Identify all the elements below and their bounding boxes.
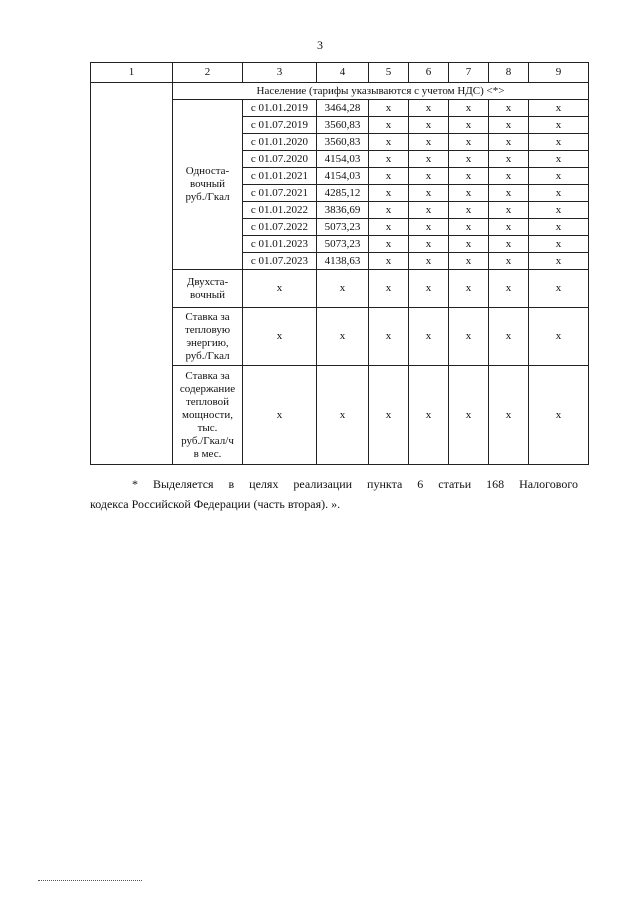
tariff-value-cell: 3560,83 [317,117,369,134]
period-cell: с 01.07.2020 [243,151,317,168]
x-cell: х [489,219,529,236]
page-number: 3 [317,38,323,52]
x-cell: х [369,219,409,236]
x-cell: х [409,134,449,151]
footnote-line-1: * Выделяется в целях реализации пункта 6 статьи 168 Налогового [132,477,578,491]
x-cell: х [489,366,529,465]
x-cell: х [409,100,449,117]
tariff-value-cell: 3464,28 [317,100,369,117]
period-cell: с 01.07.2019 [243,117,317,134]
x-cell: х [489,202,529,219]
x-cell: х [489,100,529,117]
x-cell: х [449,366,489,465]
x-cell: х [409,151,449,168]
x-cell: х [409,270,449,308]
x-cell: х [449,219,489,236]
empty-first-column [91,83,173,465]
x-cell: х [489,168,529,185]
x-cell: х [489,236,529,253]
x-cell: х [409,219,449,236]
x-cell: х [449,117,489,134]
tariff-value-cell: 4285,12 [317,185,369,202]
dotted-line [38,880,142,881]
x-cell: х [369,168,409,185]
x-cell: х [449,100,489,117]
period-cell: с 01.01.2019 [243,100,317,117]
single-rate-label: Односта- вочный руб./Гкал [173,100,243,270]
x-cell: х [449,308,489,366]
x-cell: х [449,236,489,253]
header-cell-8: 8 [489,63,529,83]
tariff-value-cell: 5073,23 [317,219,369,236]
header-cell-2: 2 [173,63,243,83]
x-cell: х [409,236,449,253]
header-cell-7: 7 [449,63,489,83]
power-rate-label: Ставка за содержание тепловой мощности, тыс. руб./Гкал/ч в мес. [173,366,243,465]
x-cell: х [449,253,489,270]
x-cell: х [529,185,589,202]
tariff-value-cell: 5073,23 [317,236,369,253]
x-cell: х [409,366,449,465]
x-cell: х [369,270,409,308]
period-cell: с 01.07.2022 [243,219,317,236]
header-cell-3: 3 [243,63,317,83]
period-cell: с 01.07.2023 [243,253,317,270]
x-cell: х [529,168,589,185]
x-cell: х [529,236,589,253]
x-cell: х [529,308,589,366]
x-cell: х [409,117,449,134]
footnote [90,474,578,514]
x-cell: х [409,308,449,366]
energy-rate-label: Ставка за тепловую энергию, руб./Гкал [173,308,243,366]
two-rate-label: Двухста- вочный [173,270,243,308]
x-cell: х [449,168,489,185]
x-cell: х [409,202,449,219]
tariff-value-cell: 4154,03 [317,168,369,185]
x-cell: х [317,366,369,465]
header-cell-6: 6 [409,63,449,83]
x-cell: х [243,366,317,465]
period-cell: с 01.01.2021 [243,168,317,185]
header-cell-1: 1 [91,63,173,83]
x-cell: х [369,185,409,202]
x-cell: х [369,202,409,219]
period-cell: с 01.07.2021 [243,185,317,202]
x-cell: х [489,134,529,151]
x-cell: х [489,308,529,366]
x-cell: х [529,151,589,168]
period-cell: с 01.01.2020 [243,134,317,151]
x-cell: х [409,185,449,202]
x-cell: х [529,253,589,270]
x-cell: х [409,168,449,185]
x-cell: х [449,185,489,202]
x-cell: х [449,270,489,308]
x-cell: х [243,270,317,308]
x-cell: х [369,117,409,134]
population-header: Население (тарифы указываются с учетом НДС) <*> [173,83,589,100]
x-cell: х [369,308,409,366]
x-cell: х [529,366,589,465]
x-cell: х [317,270,369,308]
header-cell-9: 9 [529,63,589,83]
x-cell: х [489,117,529,134]
x-cell: х [529,219,589,236]
x-cell: х [409,253,449,270]
x-cell: х [369,366,409,465]
x-cell: х [529,117,589,134]
table-header-row [91,63,589,83]
x-cell: х [369,151,409,168]
tariff-value-cell: 4138,63 [317,253,369,270]
x-cell: х [449,151,489,168]
x-cell: х [449,202,489,219]
period-cell: с 01.01.2023 [243,236,317,253]
period-cell: с 01.01.2022 [243,202,317,219]
x-cell: х [489,253,529,270]
x-cell: х [489,270,529,308]
x-cell: х [529,270,589,308]
x-cell: х [529,100,589,117]
tariff-table [90,62,589,465]
x-cell: х [369,100,409,117]
x-cell: х [369,134,409,151]
tariff-value-cell: 3560,83 [317,134,369,151]
header-cell-4: 4 [317,63,369,83]
x-cell: х [529,134,589,151]
header-cell-5: 5 [369,63,409,83]
population-row [91,83,589,100]
footnote-line-2: кодекса Российской Федерации (часть вторая). ». [90,497,341,511]
x-cell: х [489,151,529,168]
x-cell: х [369,253,409,270]
tariff-value-cell: 3836,69 [317,202,369,219]
x-cell: х [449,134,489,151]
x-cell: х [489,185,529,202]
x-cell: х [317,308,369,366]
x-cell: х [529,202,589,219]
x-cell: х [243,308,317,366]
x-cell: х [369,236,409,253]
tariff-value-cell: 4154,03 [317,151,369,168]
